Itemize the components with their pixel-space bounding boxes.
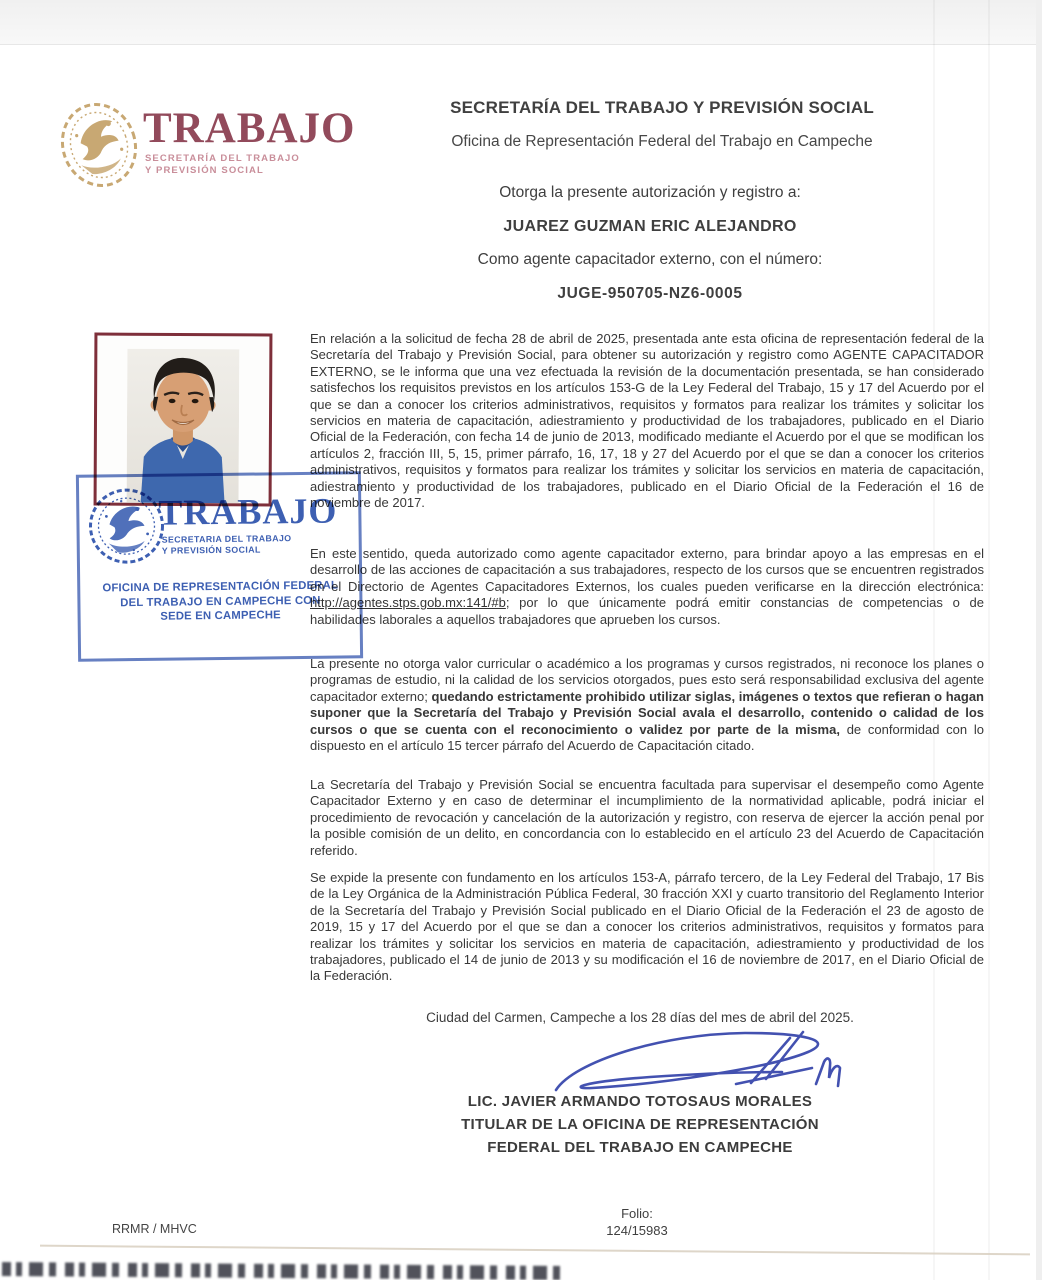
registry-number: JUGE-950705-NZ6-0005	[557, 285, 743, 302]
scan-right-edge	[1036, 0, 1042, 1280]
paragraph-5: Se expide la presente con fundamento en los artículos 153-A, párrafo tercero, de la Ley Federal del Trabajo, 17 Bis de la Ley Orgánica de la Administración Pública Federal, 30 fracción XXI y cuarto transitorio del Reglamento Interior de la Secretaría del Trabajo y Previsión Social publicado en el Diario Oficial de la Federación el 23 de agosto de 2019, 15 y 17 del Acuerdo por el que se dan a conocer los criterios administrativos, requisitos y formatos para realizar los trámites y solicitar los servicios en materia de capacitación, adiestramiento y productividad de los trabajadores, publicado el 14 de junio de 2013 y su modificación el 16 de noviembre de 2017, en el Diario Oficial de la Federación.	[310, 870, 984, 984]
paragraph-1: En relación a la solicitud de fecha 28 de abril de 2025, presentada ante esta oficina de representación federal de la Secretaría del Trabajo y Previsión Social, para obtener su autorización y registro como AGENTE CAPACITADOR EXTERNO, se le informa que una vez efectuada la revisión de la documentación presentada, se han considerado satisfechos los requisitos previstos en los artículos 153-G de la Ley Federal del Trabajo, 15 y 17 del Acuerdo por el que se dan a conocer los criterios administrativos, requisitos y formatos para realizar los trámites y solicitar los servicios en materia de capacitación, adiestramiento y productividad de los trabajadores, publicado en el Diario Oficial de la Federación, con fecha 14 de junio de 2013, modificado mediante el Acuerdo por el que se modifican los artículos 2, fracción III, 5, 15, primer párrafo, 16, 17, 18 y 27 del Acuerdo por el que se dan a conocer los criterios administrativos, requisitos y formatos para realizar los trámites y solicitar los servicios en materia de capacitación, adiestramiento y productividad de los trabajadores, publicado en el Diario Oficial de la Federación el 16 de noviembre de 2017.	[310, 331, 984, 511]
eagle-emblem-icon	[53, 95, 145, 194]
logo-subtitle-line2: Y PREVISIÓN SOCIAL	[145, 164, 264, 176]
letterhead-subtitle: Oficina de Representación Federal del Trabajo en Campeche	[451, 133, 873, 150]
date-line: Ciudad del Carmen, Campeche a los 28 días del mes de abril del 2025.	[426, 1010, 854, 1025]
folio-label: Folio:	[621, 1206, 653, 1221]
signatory-name: LIC. JAVIER ARMANDO TOTOSAUS MORALES	[467, 1093, 813, 1110]
paragraph-3	[310, 656, 984, 754]
stamp-office-text	[74, 578, 367, 625]
logo-wordmark: TRABAJO	[143, 105, 356, 152]
directory-url-link[interactable]: http://agentes.stps.gob.mx:141/#b	[310, 595, 506, 611]
signatory-title-line2: FEDERAL DEL TRABAJO EN CAMPECHE	[487, 1139, 793, 1156]
stamp-office-line2: DEL TRABAJO EN CAMPECHE CON	[120, 594, 321, 609]
stamp-subtitle-line2: Y PREVISIÓN SOCIAL	[161, 544, 261, 556]
signature-ink	[540, 1026, 850, 1104]
scanner-streak	[988, 0, 990, 1280]
letterhead-title: SECRETARÍA DEL TRABAJO Y PREVISIÓN SOCIAL	[450, 98, 874, 117]
grant-role-line: Como agente capacitador externo, con el número:	[477, 251, 823, 268]
paragraph-3-text-end: de conformidad con lo dispuesto en el artículo 15 tercer párrafo del Acuerdo de Capacitación citado.	[310, 721, 984, 754]
folio-value: 124/15983	[606, 1223, 668, 1238]
stamp-office-line3: SEDE EN CAMPECHE	[160, 609, 281, 623]
folio-block	[507, 1205, 767, 1239]
scan-artifact-line	[40, 1245, 1030, 1256]
logo-subtitle-line1: SECRETARÍA DEL TRABAJO	[145, 153, 300, 164]
paragraph-3-text: La presente no otorga valor curricular o académico a los programas y cursos registrados, ni reconoce los planes o programas de estudio, ni la calidad de los servicios otorgados, pues esto será responsabilidad exclusiva del agente capacitador externo;	[310, 656, 984, 704]
reference-initials: RRMR / MHVC	[112, 1222, 197, 1236]
paragraph-2	[310, 546, 984, 628]
paragraph-2-text-end: ; por lo que únicamente podrá emitir constancias de competencias o de habilidades laborales a aquellos trabajadores que aprueben los cursos.	[310, 595, 984, 627]
stamp-wordmark: TRABAJO	[158, 490, 338, 533]
stamp-office-line1: OFICINA DE REPRESENTACIÓN FEDERAL	[102, 579, 339, 595]
scan-top-edge	[0, 0, 1042, 45]
stamp-subtitle	[162, 533, 292, 556]
grant-intro: Otorga la presente autorización y registro a:	[499, 184, 801, 201]
stamp-subtitle-line1: SECRETARIA DEL TRABAJO	[161, 533, 292, 545]
signatory-title-line1: TITULAR DE LA OFICINA DE REPRESENTACIÓN	[461, 1116, 819, 1133]
logo-subtitle	[145, 153, 300, 176]
grantee-name: JUAREZ GUZMAN ERIC ALEJANDRO	[503, 218, 797, 235]
stamp-seal-icon	[86, 486, 167, 567]
scan-artifact-bottom	[2, 1262, 562, 1280]
official-stamp	[76, 471, 363, 661]
paragraph-4: La Secretaría del Trabajo y Previsión Social se encuentra facultada para supervisar el desempeño como Agente Capacitador Externo y en caso de determinar el incumplimiento de la normatividad aplicable, podrá iniciar el procedimiento de revocación y cancelación de la autorización y registro, con reserva de ejercer la acción penal por la posible comisión de un delito, en concordancia con lo establecido en el artículo 23 del Acuerdo de Capacitación referido.	[310, 777, 984, 858]
paragraph-2-text: En este sentido, queda autorizado como agente capacitador externo, para brindar apoyo a las empresas en el desarrollo de las acciones de capacitación a sus trabajadores, respecto de los cursos que se encuentren registrados en el Directorio de Agentes Capacitadores Externos, los cuales pueden verificarse en la dirección electrónica:	[310, 546, 984, 594]
paragraph-3-bold-clause: quedando estrictamente prohibido utilizar siglas, imágenes o textos que refieran o hagan suponer que la Secretaría del Trabajo y Previsión Social avala el desarrollo, contenido o calidad de los cursos o que se cuenta con el reconocimiento o validez por parte de la misma,	[310, 688, 985, 737]
